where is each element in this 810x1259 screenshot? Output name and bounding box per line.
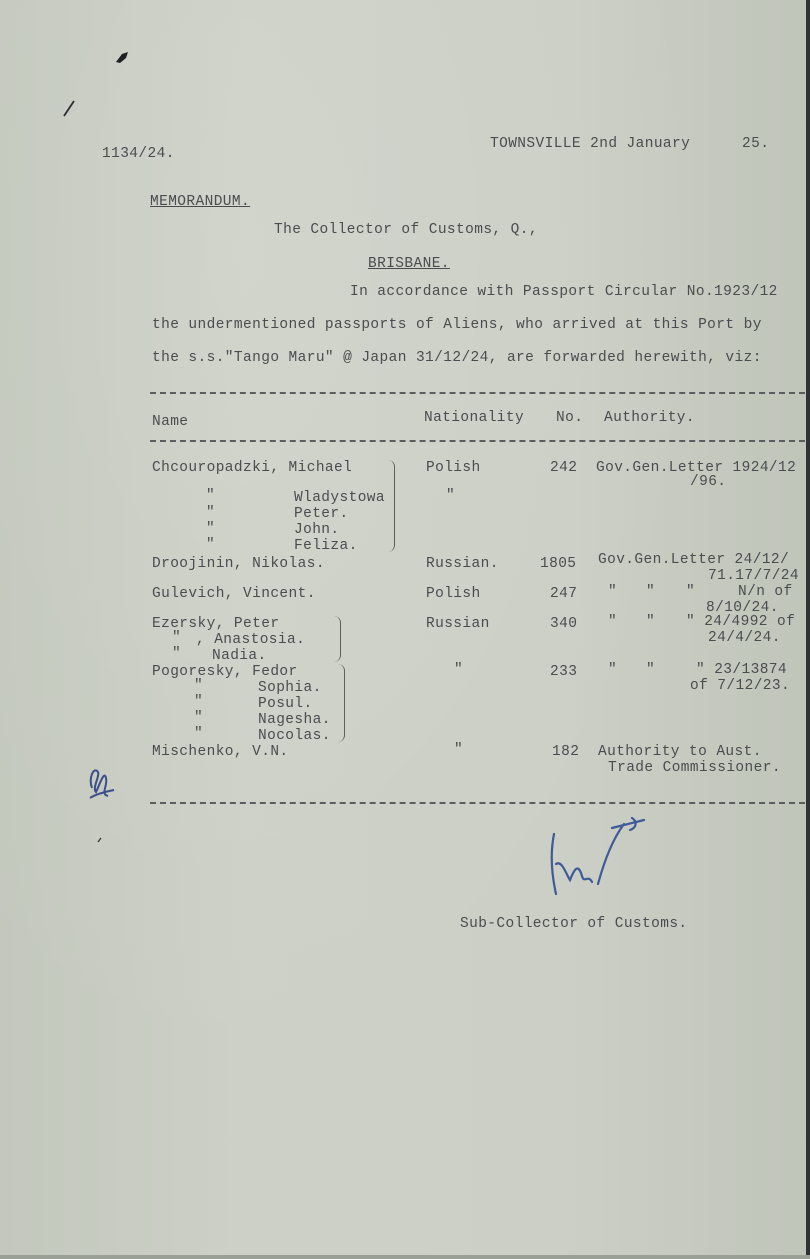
ditto-mark: " xyxy=(194,710,204,726)
table-row-name: Nocolas. xyxy=(258,728,331,744)
ditto-mark: " xyxy=(206,488,216,504)
ditto-mark: " xyxy=(454,662,464,678)
body-line-1: In accordance with Passport Circular No.1923/12 xyxy=(350,284,778,300)
table-row-number: 340 xyxy=(550,616,578,632)
table-row-nationality: Russian. xyxy=(426,556,499,572)
table-row-name: John. xyxy=(294,522,340,538)
table-row-authority: N/n of xyxy=(738,584,793,600)
table-row-authority: Authority to Aust. xyxy=(598,744,762,760)
ditto-mark: " xyxy=(608,662,618,678)
ditto-mark: " xyxy=(206,521,216,537)
table-row-nationality: Polish xyxy=(426,460,481,476)
body-line-3: the s.s."Tango Maru" @ Japan 31/12/24, are forwarded herewith, viz: xyxy=(152,350,762,366)
ditto-mark: " xyxy=(172,630,182,646)
destination-city: BRISBANE. xyxy=(368,256,450,272)
ditto-mark: " xyxy=(172,646,182,662)
table-header-rule xyxy=(150,440,805,442)
family-brace xyxy=(334,616,341,662)
ditto-mark: " xyxy=(686,584,696,600)
table-bottom-rule xyxy=(150,802,805,804)
margin-initials-mark xyxy=(82,758,118,804)
year: 25. xyxy=(742,136,770,152)
place-date: TOWNSVILLE 2nd January xyxy=(490,136,691,152)
table-row-name: Droojinin, Nikolas. xyxy=(152,556,325,572)
header-name: Name xyxy=(152,414,189,430)
table-row-number: 242 xyxy=(550,460,578,476)
table-row-nationality: Polish xyxy=(426,586,481,602)
ditto-mark: " xyxy=(194,726,204,742)
table-row-name: Nadia. xyxy=(212,648,267,664)
table-row-name: Gulevich, Vincent. xyxy=(152,586,316,602)
header-number: No. xyxy=(556,410,584,426)
table-row-authority: Gov.Gen.Letter 24/12/ xyxy=(598,552,790,568)
table-row-number: 182 xyxy=(552,744,580,760)
pen-tick-mark xyxy=(60,98,80,120)
table-row-name: Mischenko, V.N. xyxy=(152,744,289,760)
ditto-mark: " xyxy=(454,742,464,758)
family-brace xyxy=(388,460,395,552)
table-row-authority-cont: 8/10/24. xyxy=(706,600,779,616)
body-line-2: the undermentioned passports of Aliens, who arrived at this Port by xyxy=(152,317,762,333)
ditto-mark: " xyxy=(646,662,656,678)
header-nationality: Nationality xyxy=(424,410,525,426)
table-row-name: Ezersky, Peter xyxy=(152,616,280,632)
table-row-authority-cont: 71.17/7/24 xyxy=(708,568,800,584)
memo-title: MEMORANDUM. xyxy=(150,194,251,210)
table-row-authority-cont: of 7/12/23. xyxy=(690,678,791,694)
ditto-mark: " xyxy=(446,488,456,504)
table-top-rule xyxy=(150,392,805,394)
signatory-title: Sub-Collector of Customs. xyxy=(460,916,688,932)
table-row-name: Posul. xyxy=(258,696,313,712)
table-row-authority: " 24/4992 of xyxy=(686,614,796,630)
ditto-mark: " xyxy=(608,614,618,630)
family-brace xyxy=(338,664,345,742)
page-edge-right xyxy=(806,0,810,1259)
table-row-number: 233 xyxy=(550,664,578,680)
signature-mark xyxy=(540,814,652,904)
table-row-name: Wladystowa xyxy=(294,490,386,506)
table-row-nationality: Russian xyxy=(426,616,490,632)
ditto-mark: " xyxy=(646,584,656,600)
table-row-name: Peter. xyxy=(294,506,349,522)
pen-dot-mark xyxy=(96,836,104,844)
table-row-name: Sophia. xyxy=(258,680,322,696)
table-row-name: Nagesha. xyxy=(258,712,331,728)
ditto-mark: " xyxy=(194,678,204,694)
table-row-authority: " 23/13874 xyxy=(696,662,788,678)
table-row-name: Chcouropadzki, Michael xyxy=(152,460,353,476)
file-reference: 1134/24. xyxy=(102,146,175,162)
ditto-mark: " xyxy=(646,614,656,630)
table-row-authority: Gov.Gen.Letter 1924/12 xyxy=(596,460,797,476)
ditto-mark: " xyxy=(194,694,204,710)
table-row-number: 1805 xyxy=(540,556,577,572)
ink-blot-mark xyxy=(112,46,134,68)
ditto-mark: " xyxy=(206,537,216,553)
table-row-number: 247 xyxy=(550,586,578,602)
table-row-authority-cont: /96. xyxy=(690,474,727,490)
table-row-name: , Anastosia. xyxy=(196,632,306,648)
table-row-name: Pogoresky, Fedor xyxy=(152,664,298,680)
table-row-authority-cont: 24/4/24. xyxy=(708,630,781,646)
table-row-authority-cont: Trade Commissioner. xyxy=(608,760,781,776)
header-authority: Authority. xyxy=(604,410,696,426)
table-row-name: Feliza. xyxy=(294,538,358,554)
page-edge-bottom xyxy=(0,1255,810,1259)
addressee: The Collector of Customs, Q., xyxy=(274,222,538,238)
ditto-mark: " xyxy=(206,505,216,521)
ditto-mark: " xyxy=(608,584,618,600)
